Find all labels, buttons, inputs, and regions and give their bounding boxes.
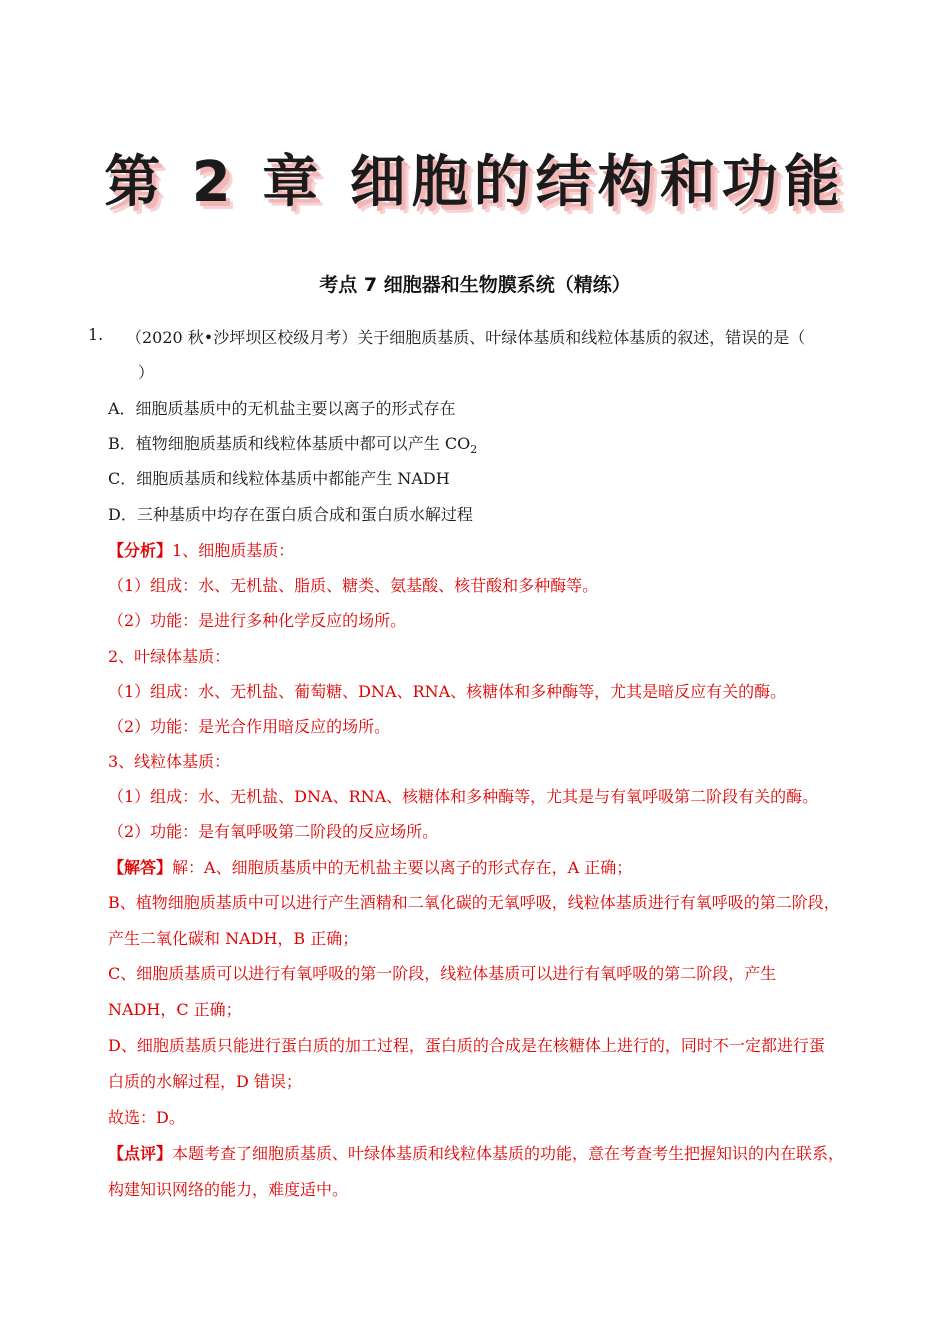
answer-line-3: 产生二氧化碳和 NADH，B 正确； [108, 929, 359, 948]
analysis-text-1: 1、细胞质基质： [172, 541, 295, 560]
analysis-line-9: （2）功能：是有氧呼吸第二阶段的反应场所。 [108, 822, 439, 841]
option-c: C．细胞质基质和线粒体基质中都能产生 NADH [108, 469, 450, 488]
comment-line-2: 构建知识网络的能力，难度适中。 [108, 1180, 349, 1199]
analysis-line-5: （1）组成：水、无机盐、葡萄糖、DNA、RNA、核糖体和多种酶等，尤其是暗反应有关的酶。 [108, 682, 787, 701]
question-stem-end: ） [138, 363, 155, 382]
answer-line-8: 故选：D。 [108, 1108, 185, 1127]
analysis-line-7: 3、线粒体基质： [108, 752, 231, 771]
section-title: 考点 7 细胞器和生物膜系统（精练） [319, 274, 631, 296]
option-b [108, 431, 477, 456]
analysis-line-8: （1）组成：水、无机盐、DNA、RNA、核糖体和多种酶等，尤其是与有氧呼吸第二阶段有关的酶。 [108, 787, 819, 806]
answer-line-2: B、植物细胞质基质中可以进行产生酒精和二氧化碳的无氧呼吸，线粒体基质进行有氧呼吸的第二阶段， [108, 893, 840, 912]
analysis-line-4: 2、叶绿体基质： [108, 647, 231, 666]
comment-text-1: 本题考查了细胞质基质、叶绿体基质和线粒体基质的功能，意在考查考生把握知识的内在联系， [172, 1144, 845, 1163]
option-b-subscript: 2 [470, 443, 478, 457]
question-stem: （2020 秋•沙坪坝区校级月考）关于细胞质基质、叶绿体基质和线粒体基质的叙述，错误的是（ [126, 328, 806, 347]
analysis-line-6: （2）功能：是光合作用暗反应的场所。 [108, 717, 391, 736]
question-number: 1. [88, 325, 104, 344]
comment-line-1 [108, 1141, 844, 1164]
answer-line-7: 白质的水解过程，D 错误； [108, 1072, 302, 1091]
answer-line-5: NADH，C 正确； [108, 1000, 242, 1019]
option-b-text: B．植物细胞质基质和线粒体基质中都可以产生 CO [108, 434, 471, 453]
answer-text-1: 解：A、细胞质基质中的无机盐主要以离子的形式存在，A 正确； [172, 858, 633, 877]
option-a: A．细胞质基质中的无机盐主要以离子的形式存在 [108, 399, 456, 418]
analysis-line-1 [108, 538, 294, 561]
chapter-title: 第 2 章 细胞的结构和功能 [104, 150, 846, 215]
comment-tag: 【点评】 [108, 1144, 173, 1163]
analysis-line-3: （2）功能：是进行多种化学反应的场所。 [108, 611, 407, 630]
option-d: D．三种基质中均存在蛋白质合成和蛋白质水解过程 [108, 505, 473, 524]
answer-line-1 [108, 855, 632, 878]
answer-line-6: D、细胞质基质只能进行蛋白质的加工过程，蛋白质的合成是在核糖体上进行的，同时不一定都进行蛋 [108, 1036, 825, 1055]
answer-line-4: C、细胞质基质可以进行有氧呼吸的第一阶段，线粒体基质可以进行有氧呼吸的第二阶段，产生 [108, 964, 777, 983]
analysis-tag: 【分析】 [108, 541, 173, 560]
answer-tag: 【解答】 [108, 858, 173, 877]
analysis-line-2: （1）组成：水、无机盐、脂质、糖类、氨基酸、核苷酸和多种酶等。 [108, 576, 599, 595]
